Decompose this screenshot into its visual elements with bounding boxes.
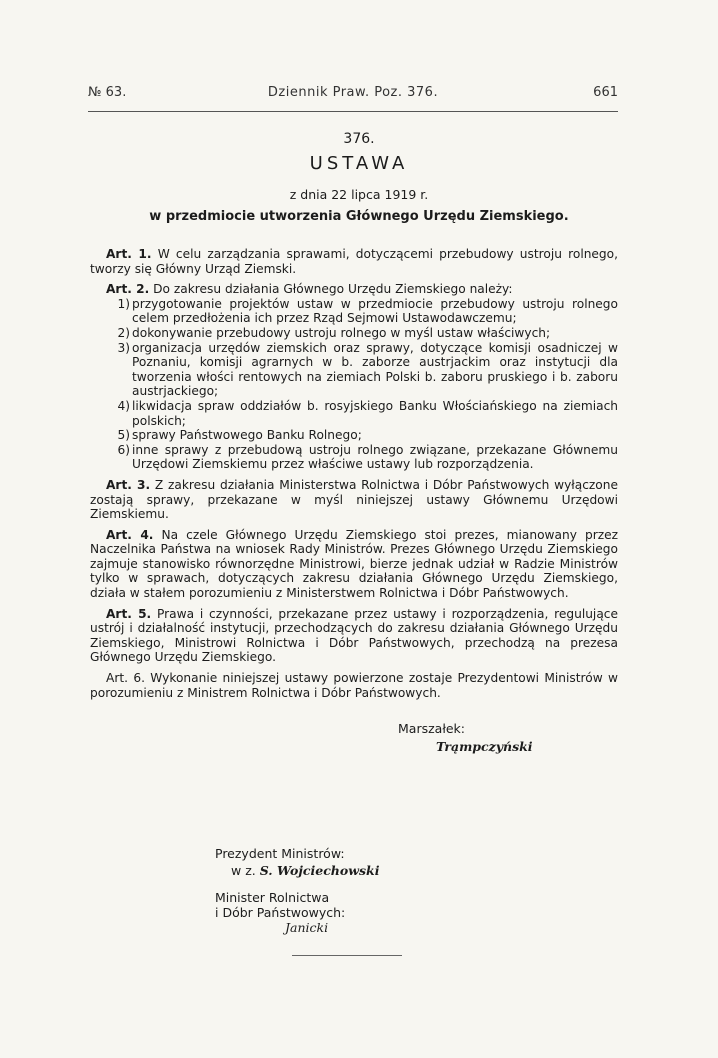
president-sign-line (231, 863, 379, 878)
list-item-text: inne sprawy z przebudową ustroju rolnego związane, przekazane Głównemu Urzędowi Ziemskiemu przez właściwe ustawy lub rozporządzenia. (132, 442, 618, 472)
list-item-text: przygotowanie projektów ustaw w przedmiocie przebudowy ustroju rolnego celem przedłożenia ich przez Rząd Sejmowi Ustawodawczemu; (132, 296, 618, 326)
list-item-number: 2) (117, 325, 130, 340)
list-item-number: 5) (117, 428, 130, 443)
president-title: Prezydent Ministrów: (215, 846, 345, 861)
article-3 (90, 478, 618, 522)
issue-number: № 63. (88, 85, 127, 100)
list-item (90, 443, 618, 472)
list-item-number: 4) (117, 398, 130, 413)
list-item-text: likwidacja spraw oddziałów b. rosyjskiego Banku Włościańskiego na ziemiach polskich; (132, 398, 618, 428)
article-2-list (90, 297, 618, 472)
president-name: S. Wojciechowski (259, 863, 380, 878)
list-item (90, 326, 618, 341)
article-2 (90, 282, 618, 297)
article-label: Art. 5. (106, 606, 152, 621)
minister-title-line-2: i Dóbr Państwowych: (215, 905, 346, 920)
minister-title-line-1: Minister Rolnictwa (215, 890, 330, 905)
minister-name: Janicki (285, 920, 329, 935)
list-item-number: 3) (117, 340, 130, 355)
list-item (90, 399, 618, 428)
document-subject: w przedmiocie utworzenia Głównego Urzędu Ziemskiego. (149, 209, 569, 224)
article-1 (90, 247, 618, 276)
article-label: Art. 4. (106, 527, 154, 542)
list-item-number: 1) (117, 296, 130, 311)
footer-rule (292, 955, 402, 956)
article-5 (90, 607, 618, 665)
marshal-title: Marszałek: (398, 721, 466, 736)
article-text: Wykonanie niniejszej ustawy powierzone zostaje Prezydentowi Ministrów w porozumieniu z Ministrem Rolnictwa i Dóbr Państwowych. (90, 671, 618, 700)
header-rule (88, 111, 618, 112)
marshal-name: Trąmpczyński (436, 739, 533, 754)
list-item-text: sprawy Państwowego Banku Rolnego; (132, 428, 362, 443)
journal-reference: Dziennik Praw. Poz. 376. (267, 85, 439, 100)
marshal-signature (398, 721, 533, 754)
article-text: Prawa i czynności, przekazane przez ustawy i rozporządzenia, regulujące ustrój i działalność instytucji, przechodzących do zakresu działania Głównego Urzędu Ziemskiego, Ministrowi Rolnictwa i Dóbr Państwowych, przechodzą na prezesa Głównego Urzędu Ziemskiego. (90, 606, 618, 665)
article-label: Art. 1. (106, 247, 152, 261)
list-item-text: organizacja urzędów ziemskich oraz sprawy, dotyczące komisji osadniczej w Poznaniu, komisji agrarnych w b. zaborze austrjackim oraz instytucji dla tworzenia włości rentowych na ziemiach Polski b. zaboru pruskiego i b. zaboru austrjackiego; (132, 340, 618, 399)
article-text: Do zakresu działania Głównego Urzędu Ziemskiego należy: (153, 282, 513, 297)
article-label: Art. 6. (106, 671, 145, 686)
article-text: Z zakresu działania Ministerstwa Rolnictwa i Dóbr Państwowych wyłączone zostają sprawy, przekazane w myśl niniejszej ustawy Głównemu Urzędowi Ziemskiemu. (90, 477, 618, 522)
list-item-number: 6) (117, 442, 130, 457)
president-prefix: w z. (231, 863, 256, 878)
minister-signature (215, 890, 345, 935)
page-number: 661 (593, 85, 618, 100)
page-header (88, 85, 618, 105)
document-body (90, 247, 618, 706)
list-item-text: dokonywanie przebudowy ustroju rolnego w myśl ustaw właściwych; (132, 325, 551, 340)
list-item (90, 428, 618, 443)
article-label: Art. 3. (106, 477, 151, 492)
article-text: Na czele Głównego Urzędu Ziemskiego stoi prezes, mianowany przez Naczelnika Państwa na wniosek Rady Ministrów. Prezes Głównego Urzędu Ziemskiego zajmuje stanowisko równorzędne Ministrowi, bierze jednak udział w Radzie Ministrów tylko w sprawach, dotyczących zakresu działania Głównego Urzędu Ziemskiego, działa w stałem porozumieniu z Ministerstwem Rolnictwa i Dóbr Państwowych. (90, 527, 618, 601)
list-item (90, 297, 618, 326)
list-item (90, 341, 618, 399)
article-4 (90, 528, 618, 601)
article-label: Art. 2. (106, 282, 150, 297)
article-text: W celu zarządzania sprawami, dotyczącemi przebudowy ustroju rolnego, tworzy się Główny Urząd Ziemski. (90, 247, 618, 276)
document-date: z dnia 22 lipca 1919 r. (289, 187, 429, 202)
president-signature (215, 846, 379, 878)
article-6 (90, 671, 618, 700)
document-title: USTAWA (309, 153, 409, 174)
document-number: 376. (343, 131, 375, 147)
